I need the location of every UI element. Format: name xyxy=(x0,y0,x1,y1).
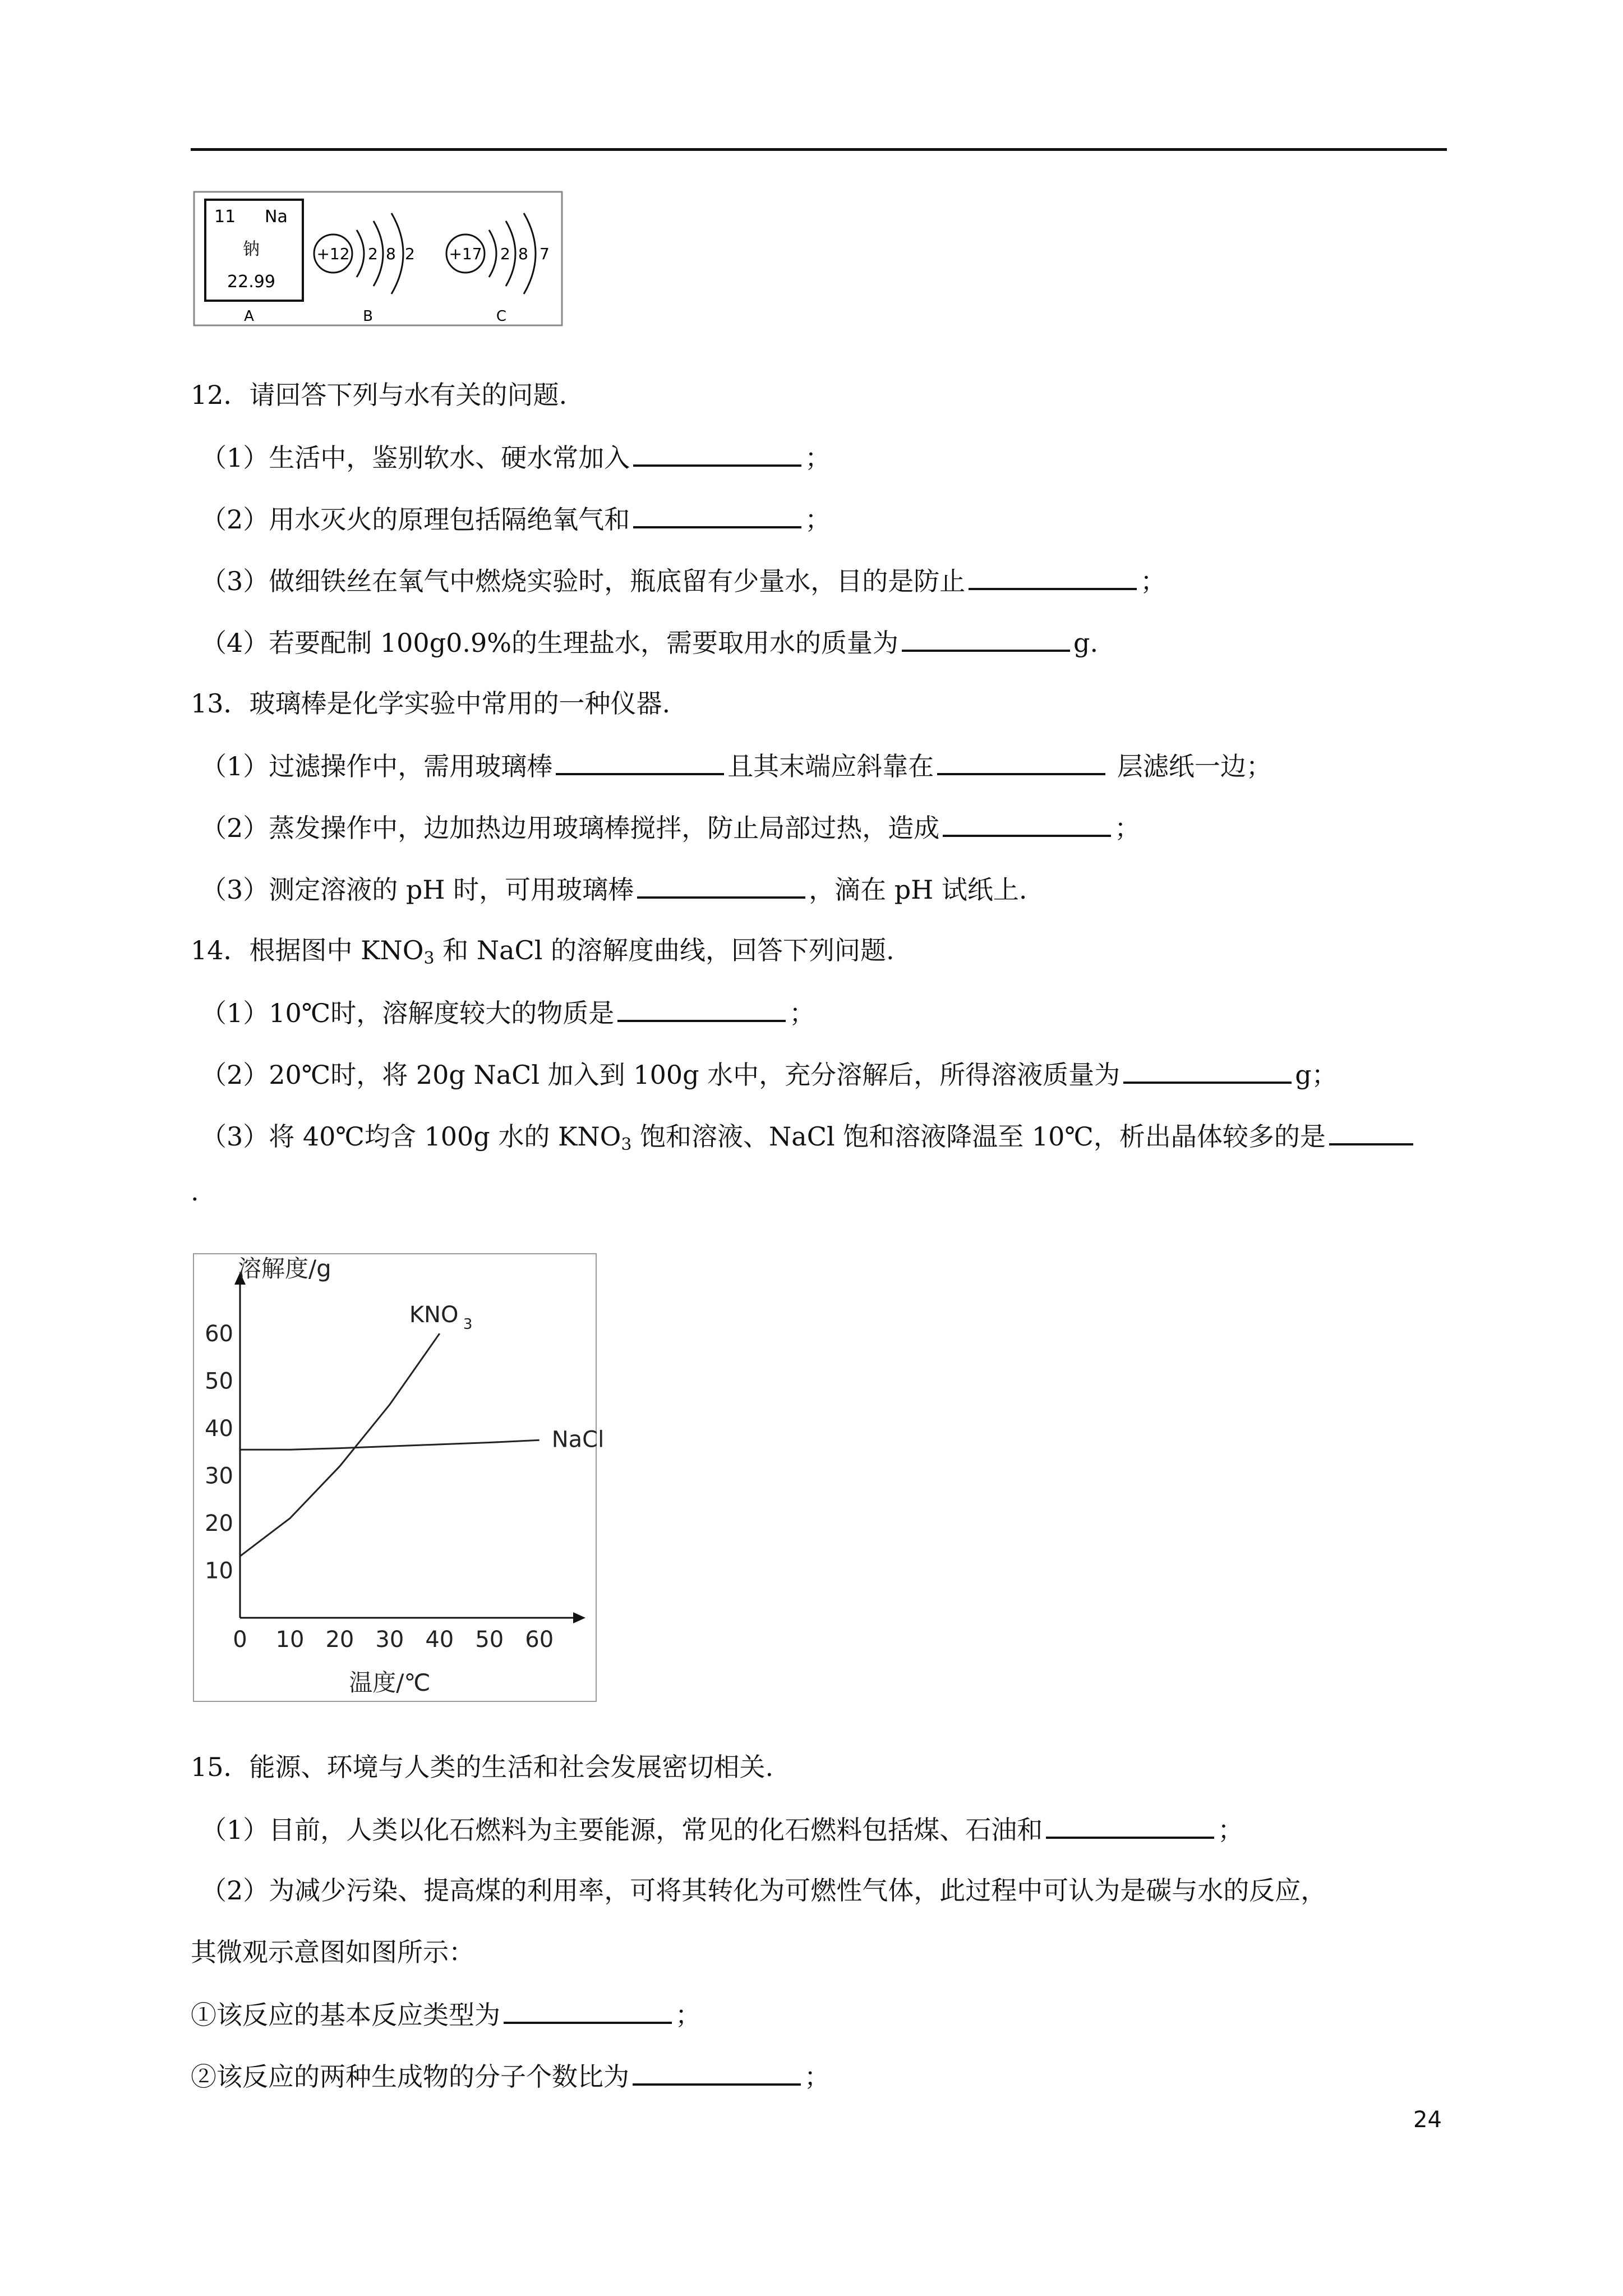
shell-c-2: 8 xyxy=(518,245,528,263)
answer-blank[interactable] xyxy=(943,810,1111,837)
y-axis-label: 溶解度/g xyxy=(238,1255,331,1282)
atom-structure-figure xyxy=(193,191,563,326)
answer-blank[interactable] xyxy=(637,872,805,899)
q13-part-1: （1）过滤操作中，需用玻璃棒 且其末端应斜靠在 层滤纸一边； xyxy=(201,748,1272,783)
y-tick-label: 30 xyxy=(205,1463,233,1489)
q14-stem: 14．根据图中 $KNO_3$ 和 NaCl 的溶解度曲线，回答下列问题. xyxy=(191,935,895,968)
answer-blank[interactable] xyxy=(902,625,1070,652)
q15-part-2-cont: 其微观示意图如图所示： xyxy=(191,1937,474,1967)
answer-blank[interactable] xyxy=(969,563,1137,590)
x-tick-label: 20 xyxy=(325,1627,354,1653)
q12-stem: 12．请回答下列与水有关的问题. xyxy=(191,380,568,410)
series-label-kno3-subscript: 3 xyxy=(463,1316,473,1333)
answer-blank[interactable] xyxy=(1123,1057,1292,1084)
y-tick-label: 20 xyxy=(205,1511,233,1537)
label-a: A xyxy=(244,308,254,325)
x-tick-label: 60 xyxy=(525,1627,554,1653)
q15-sub-1: ①该反应的基本反应类型为 ； xyxy=(191,1997,701,2032)
atomic-mass: 22.99 xyxy=(227,272,275,292)
element-symbol: Na xyxy=(265,207,288,227)
answer-blank[interactable] xyxy=(617,995,786,1022)
q15-part-2: （2）为减少污染、提高煤的利用率，可将其转化为可燃性气体，此过程中可认为是碳与水的反应， xyxy=(201,1875,1327,1906)
shell-c-3: 7 xyxy=(540,245,550,263)
solubility-chart xyxy=(193,1253,605,1702)
q15-sub-2: ②该反应的两种生成物的分子个数比为 ； xyxy=(191,2059,830,2093)
answer-blank[interactable] xyxy=(633,501,801,528)
answer-blank[interactable] xyxy=(1329,1119,1413,1145)
answer-blank[interactable] xyxy=(1046,1812,1214,1839)
x-tick-label: 10 xyxy=(275,1627,305,1653)
q12-part-1: （1）生活中，鉴别软水、硬水常加入 ； xyxy=(201,440,831,475)
y-tick-label: 60 xyxy=(205,1321,233,1347)
x-axis-label: 温度/℃ xyxy=(349,1669,431,1696)
answer-blank[interactable] xyxy=(556,748,724,775)
shell-b-3: 2 xyxy=(405,245,415,263)
answer-blank[interactable] xyxy=(633,440,801,467)
x-tick-label: 0 xyxy=(233,1627,247,1653)
q12-part-3: （3）做细铁丝在氧气中燃烧实验时，瓶底留有少量水，目的是防止 ； xyxy=(201,563,1166,598)
q14-part-3-end: . xyxy=(191,1176,199,1207)
y-tick-label: 50 xyxy=(205,1368,233,1395)
solubility-chart-svg xyxy=(193,1253,605,1702)
answer-blank[interactable] xyxy=(633,2059,801,2086)
label-b: B xyxy=(363,308,373,325)
q12-part-2: （2）用水灭火的原理包括隔绝氧气和 ； xyxy=(201,501,831,536)
q13-part-2: （2）蒸发操作中，边加热边用玻璃棒搅拌，防止局部过热，造成 ； xyxy=(201,810,1140,845)
x-tick-label: 30 xyxy=(375,1627,404,1653)
atomic-number: 11 xyxy=(214,207,236,227)
answer-blank[interactable] xyxy=(504,1997,672,2024)
q15-part-1: （1）目前，人类以化石燃料为主要能源，常见的化石燃料包括煤、石油和 ； xyxy=(201,1812,1243,1847)
q13-stem: 13．玻璃棒是化学实验中常用的一种仪器. xyxy=(191,688,671,719)
series-label-kno3: KNO xyxy=(409,1302,459,1328)
y-tick-label: 10 xyxy=(205,1558,233,1584)
q13-part-3: （3）测定溶液的 pH 时，可用玻璃棒 ，滴在 pH 试纸上. xyxy=(201,872,1027,907)
page-number: 24 xyxy=(1413,2107,1442,2133)
element-name: 钠 xyxy=(243,240,260,259)
shell-b-2: 8 xyxy=(386,245,396,263)
shell-b-1: 2 xyxy=(368,245,378,263)
q15-stem: 15．能源、环境与人类的生活和社会发展密切相关. xyxy=(191,1752,774,1782)
q14-part-2: （2）20℃时，将 20g NaCl 加入到 100g 水中，充分溶解后，所得溶液质量为 g； xyxy=(201,1057,1338,1092)
q14-part-3: （3）将 40℃均含 100g 水的 $KNO_3$ 饱和溶液、NaCl 饱和溶液降温至 10℃，析出晶体较多的是 xyxy=(201,1119,1417,1162)
x-tick-label: 50 xyxy=(475,1627,504,1653)
header-rule xyxy=(191,148,1447,151)
label-c: C xyxy=(496,308,507,325)
y-tick-label: 40 xyxy=(205,1416,233,1442)
answer-blank[interactable] xyxy=(937,748,1105,775)
series-label-nacl: NaCl xyxy=(551,1427,605,1453)
x-tick-label: 40 xyxy=(425,1627,454,1653)
q12-part-4: （4）若要配制 100g0.9%的生理盐水，需要取用水的质量为 g. xyxy=(201,625,1098,660)
nucleus-c-charge: +17 xyxy=(449,245,482,263)
shell-c-1: 2 xyxy=(500,245,510,263)
q14-part-1: （1）10℃时，溶解度较大的物质是 ； xyxy=(201,995,815,1030)
nucleus-b-charge: +12 xyxy=(316,245,350,263)
